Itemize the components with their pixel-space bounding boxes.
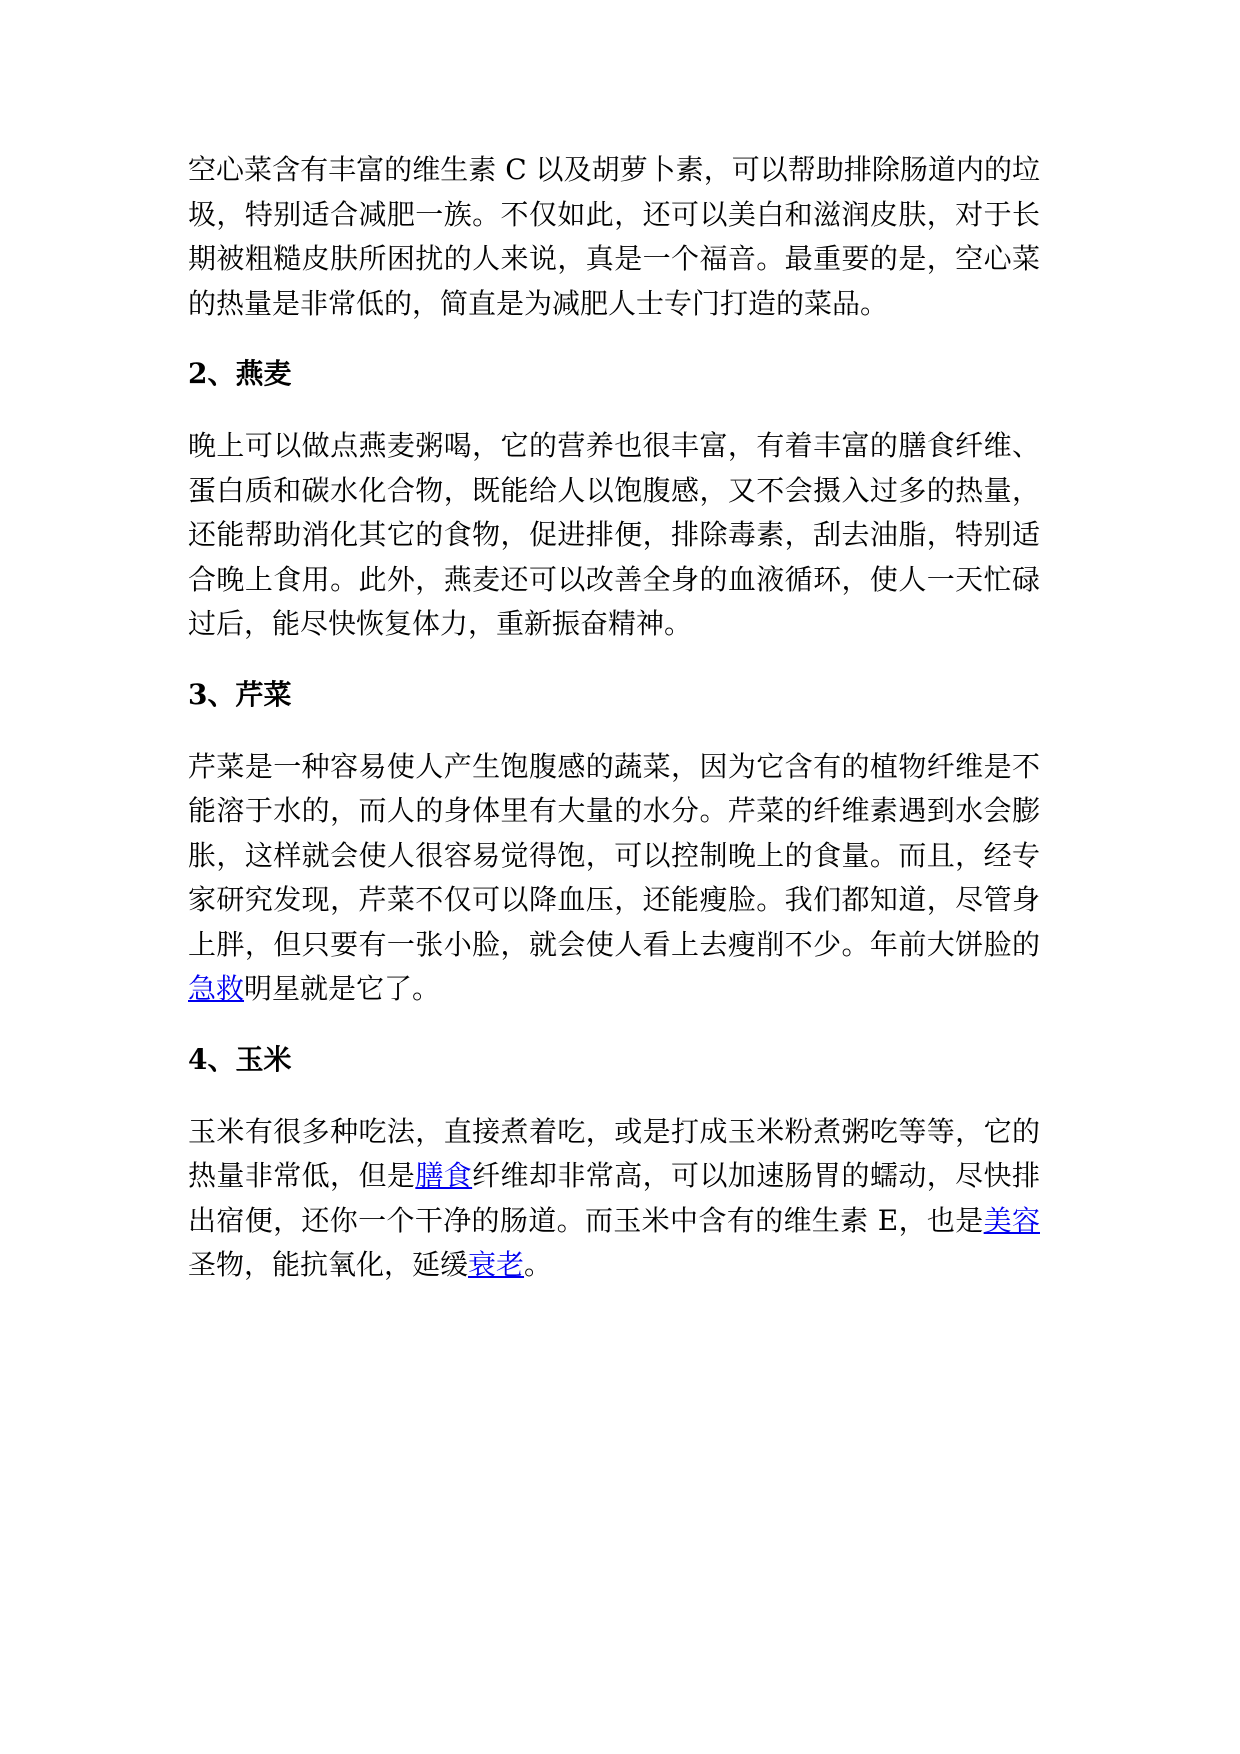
document-body bbox=[188, 148, 1040, 1288]
link-aging[interactable]: 衰老 bbox=[468, 1248, 525, 1281]
link-dietary[interactable]: 膳食 bbox=[415, 1159, 473, 1192]
heading-oats: 2、燕麦 bbox=[188, 357, 292, 390]
paragraph-celery-text-a: 芹菜是一种容易使人产生饱腹感的蔬菜，因为它含有的植物纤维是不能溶于水的，而人的身体里有大量的水分。芹菜的纤维素遇到水会膨胀，这样就会使人很容易觉得饱，可以控制晚上的食量。而且，经专家研究发现，芹菜不仅可以降血压，还能瘦脸。我们都知道，尽管身上胖，但只要有一张小脸，就会使人看上去瘦削不少。年前大饼脸的 bbox=[188, 749, 1040, 961]
paragraph-corn bbox=[188, 1110, 1040, 1288]
paragraph-oats: 晚上可以做点燕麦粥喝，它的营养也很丰富，有着丰富的膳食纤维、蛋白质和碳水化合物，既能给人以饱腹感，又不会摄入过多的热量，还能帮助消化其它的食物，促进排便，排除毒素，刮去油脂，特别适合晚上食用。此外，燕麦还可以改善全身的血液循环，使人一天忙碌过后，能尽快恢复体力，重新振奋精神。 bbox=[188, 429, 1040, 640]
paragraph-corn-text-d: 。 bbox=[524, 1248, 553, 1281]
heading-celery: 3、芹菜 bbox=[188, 677, 292, 711]
paragraph-celery-text-b: 明星就是它了。 bbox=[244, 972, 441, 1005]
paragraph-corn-text-b: 纤维却非常高，可以加速肠胃的蠕动，尽快排出宿便，还你一个干净的肠道。而玉米中含有的维生素 E，也是 bbox=[188, 1159, 1040, 1237]
paragraph-celery bbox=[188, 745, 1040, 1012]
paragraph-water-spinach: 空心菜含有丰富的维生素 C 以及胡萝卜素，可以帮助排除肠道内的垃圾，特别适合减肥一族。不仅如此，还可以美白和滋润皮肤，对于长期被粗糙皮肤所困扰的人来说，真是一个福音。最重要的是，空心菜的热量是非常低的，简直是为减肥人士专门打造的菜品。 bbox=[188, 153, 1040, 320]
heading-corn: 4、玉米 bbox=[188, 1042, 292, 1076]
paragraph-corn-text-a: 玉米有很多种吃法，直接煮着吃，或是打成玉米粉煮粥吃等等，它的热量非常低，但是 bbox=[188, 1114, 1040, 1192]
link-beauty[interactable]: 美容 bbox=[983, 1203, 1040, 1237]
link-first-aid[interactable]: 急救 bbox=[188, 972, 245, 1005]
paragraph-corn-text-c: 圣物，能抗氧化，延缓 bbox=[188, 1248, 469, 1281]
